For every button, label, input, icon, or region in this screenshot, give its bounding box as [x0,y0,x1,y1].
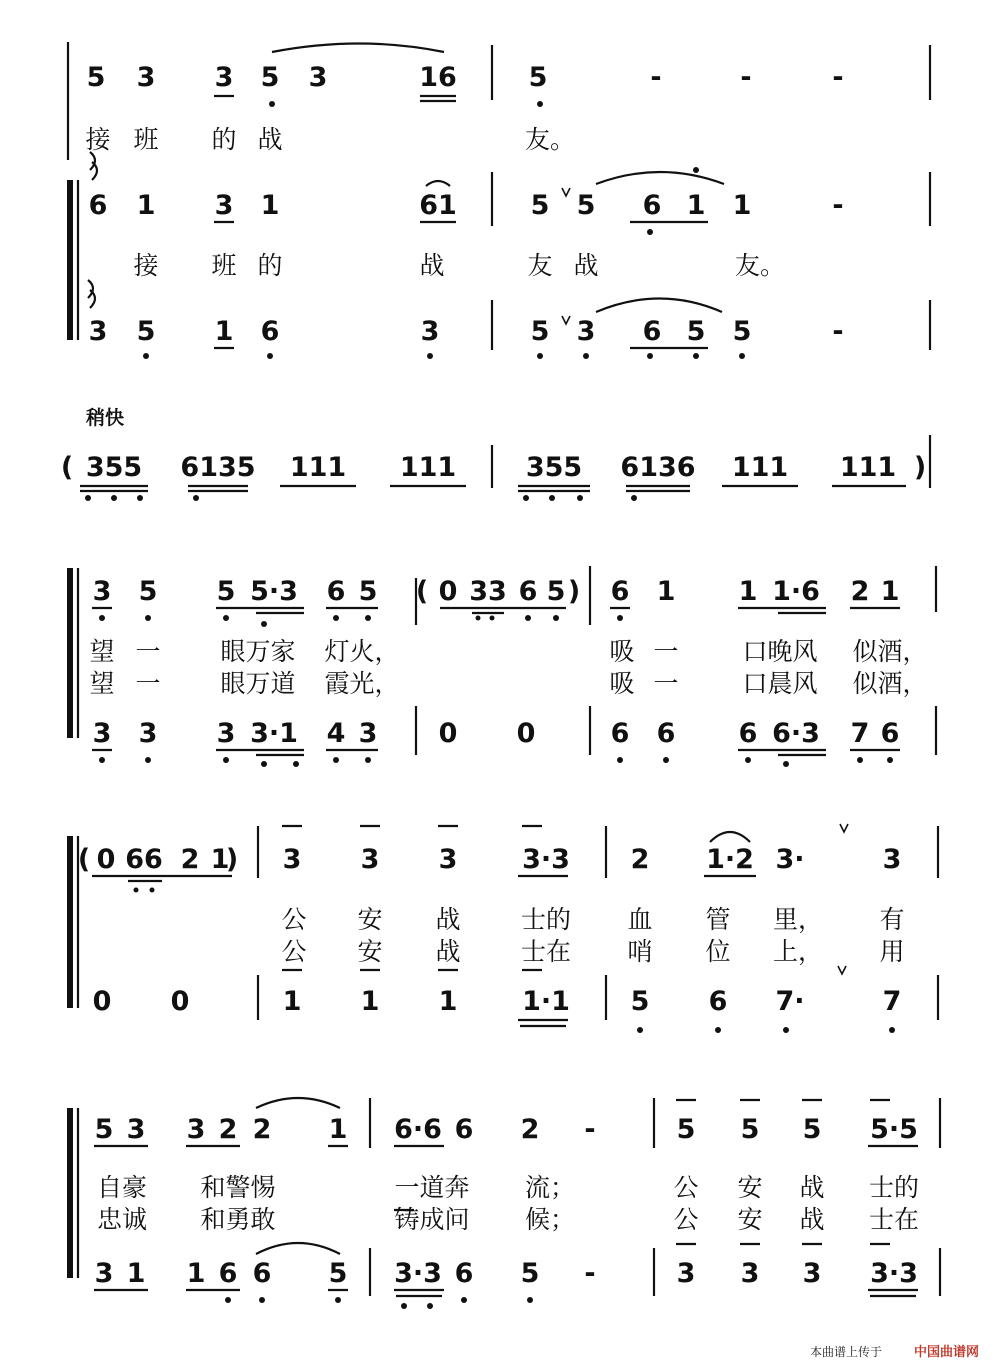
note-token: 6 [252,1258,272,1289]
note-token: - [832,190,844,221]
note-token: 3 [214,62,234,93]
lyric-token: 安 [357,905,383,934]
note-token: 5 [94,1114,114,1145]
note-token: 3·3 [522,844,570,875]
note-token: 5 [630,986,650,1017]
lyric-token: 战 [573,251,599,280]
lyric-token: 公 [673,1173,699,1202]
note-token: 0 [92,986,112,1017]
note-token: 6136 [620,452,696,483]
note-token: 1 [686,190,706,221]
note-token: 3·3 [394,1258,442,1289]
lyric-token: 哨 [627,937,653,966]
note-token: 1 [214,316,234,347]
note-token: 5 [576,190,596,221]
note-token: - [584,1258,596,1289]
lyric-token: 灯火， [324,637,400,666]
note-token: 66 [125,844,163,875]
note-token: 3 [88,316,108,347]
note-token: 6 [88,190,108,221]
lyric-token: 吸 [609,637,635,666]
note-token: 6 [708,986,728,1017]
lyric-token: 友 [527,251,553,280]
note-token: 355 [525,452,583,483]
note-token: - [650,62,662,93]
note-token: 5 [138,576,158,607]
note-token: 3 [802,1258,822,1289]
lyric-token: 眼万家 [220,637,296,666]
note-token: 5 [732,316,752,347]
note-token: 1·1 [522,986,570,1017]
note-token: 1 [186,1258,206,1289]
note-token: 3 [216,718,236,749]
note-token: 5 [86,62,106,93]
note-token: 6 [218,1258,238,1289]
note-token: 5 [260,62,280,93]
score-text-layer [61,62,928,1289]
note-token: 3 [420,316,440,347]
note-token: 5 [528,62,548,93]
footer-site-logo: 中国曲谱网 [914,1345,980,1360]
note-token: - [832,316,844,347]
note-token: 5 [802,1114,822,1145]
note-token: 2 [520,1114,540,1145]
lyric-token: 流； [524,1173,576,1202]
note-token: ( [60,452,74,483]
note-token: 111 [839,452,897,483]
lyric-token: 公 [281,937,307,966]
octave-dots [85,101,895,1309]
note-token: 6 [518,576,538,607]
lyric-token: 有 [879,905,905,934]
lyric-token: 安 [357,937,383,966]
note-token: ) [567,576,581,607]
note-token: 0 [516,718,536,749]
lyric-token: 安 [737,1205,763,1234]
note-token: 1 [260,190,280,221]
note-token: 6 [610,576,630,607]
footer-watermark [810,1344,979,1360]
note-token: 6 [642,190,662,221]
note-token: 3 [186,1114,206,1145]
note-token: 3·1 [250,718,298,749]
note-token: 5 [686,316,706,347]
note-token: 5 [136,316,156,347]
note-token: 1 [738,576,758,607]
note-token: 3 [676,1258,696,1289]
note-token: 0 [96,844,116,875]
note-token: 1 [282,986,302,1017]
note-token: - [740,62,752,93]
lyric-token: 霞光， [324,669,400,698]
lyric-token: 公 [281,905,307,934]
note-token: 1 [126,1258,146,1289]
lyric-token: 战 [419,251,445,280]
lyric-token: 铸成问 [394,1205,470,1234]
note-token: - [584,1114,596,1145]
note-token: 5 [530,190,550,221]
lyric-token: 忠诚 [96,1205,148,1234]
note-token: 3 [576,316,596,347]
note-token: 7 [850,718,870,749]
lyric-token: 士在 [868,1205,920,1234]
lyric-token: 一 [135,637,161,666]
note-token: ) [913,452,927,483]
lyric-token: 位 [705,937,731,966]
note-token: 5·5 [870,1114,918,1145]
note-token: 6 [454,1258,474,1289]
note-token: 6 [610,718,630,749]
note-token: 1 [880,576,900,607]
lyric-token: 安 [737,1173,763,1202]
note-token: 3 [92,576,112,607]
note-token: 111 [731,452,789,483]
lyric-token: 友。 [524,125,576,154]
note-token: 3·3 [870,1258,918,1289]
lyric-token: 接 [85,125,111,154]
note-token: 1 [210,844,230,875]
note-token: 3 [94,1258,114,1289]
lyric-token: 自豪 [96,1173,148,1202]
note-token: 2 [180,844,200,875]
lyric-token: 管 [705,905,731,934]
note-token: 2 [850,576,870,607]
lyric-token: 口晨风 [742,669,818,698]
note-token: - [832,62,844,93]
lyric-token: 士的 [520,905,572,934]
note-token: 111 [289,452,347,483]
note-token: 3 [360,844,380,875]
lyric-token: 班 [211,251,237,280]
note-token: 5 [676,1114,696,1145]
note-token: 6 [454,1114,474,1145]
note-token: 5·3 [250,576,298,607]
note-token: 1·6 [772,576,820,607]
note-token: 1 [136,190,156,221]
note-token: 7· [775,986,805,1017]
lyric-token: 士在 [520,937,572,966]
note-token: 3 [92,718,112,749]
lyric-token: 上， [772,937,824,966]
note-token: ) [225,844,239,875]
note-token: 5 [216,576,236,607]
note-token: 6 [656,718,676,749]
note-token: ( [77,844,91,875]
note-token: 0 [438,576,458,607]
note-token: 355 [85,452,143,483]
note-token: 3 [882,844,902,875]
lyric-token: 友。 [734,251,786,280]
note-token: 2 [630,844,650,875]
note-token: 1·2 [706,844,754,875]
note-token: 5 [358,576,378,607]
lyric-token: 战 [435,937,461,966]
lyric-token: 血 [627,905,653,934]
lyric-token: 一 [653,637,679,666]
lyric-token: 似酒， [852,637,928,666]
note-token: 61 [419,190,457,221]
note-token: 5 [530,316,550,347]
lyric-token: 吸 [609,669,635,698]
note-token: 5 [328,1258,348,1289]
tempo-marking: 稍快 [86,407,125,429]
lyric-token: 战 [799,1205,825,1234]
lyric-token: 似酒， [852,669,928,698]
note-token: 6·6 [394,1114,442,1145]
note-token: 2 [218,1114,238,1145]
note-token: 6 [642,316,662,347]
note-token: 16 [419,62,457,93]
note-token: 3 [282,844,302,875]
note-token: 3 [138,718,158,749]
note-token: 3· [775,844,805,875]
note-token: 6·3 [772,718,820,749]
note-token: 6135 [180,452,256,483]
note-token: 1 [360,986,380,1017]
note-token: 111 [399,452,457,483]
lyric-token: 望 [89,669,115,698]
note-token: 6 [880,718,900,749]
lyric-token: 战 [435,905,461,934]
lyric-token: 接 [133,251,159,280]
lyric-token: 一道奔 [394,1173,470,1202]
note-token: 3 [358,718,378,749]
note-token: 7 [882,986,902,1017]
note-token: 3 [214,190,234,221]
lyric-token: 候； [524,1205,576,1234]
note-token: 1 [656,576,676,607]
note-token: 1 [732,190,752,221]
lyric-token: 班 [133,125,159,154]
note-token: ( [415,576,429,607]
lyric-token: 士的 [868,1173,920,1202]
note-token: 2 [252,1114,272,1145]
note-token: 5 [740,1114,760,1145]
note-token: 3 [740,1258,760,1289]
note-token: 5 [520,1258,540,1289]
note-token: 3 [308,62,328,93]
note-token: 3 [136,62,156,93]
note-token: 5 [546,576,566,607]
note-token: 6 [260,316,280,347]
lyric-token: 口晚风 [742,637,818,666]
lyric-token: 战 [799,1173,825,1202]
note-token: 3 [438,844,458,875]
lyric-token: 望 [89,637,115,666]
lyric-token: 和警惕 [200,1173,276,1202]
note-token: 6 [326,576,346,607]
lyric-token: 和勇敢 [200,1205,276,1234]
note-token: 1 [328,1114,348,1145]
note-token: 0 [438,718,458,749]
lyric-token: 一 [135,669,161,698]
lyric-token: 战 [257,125,283,154]
note-token: 6 [738,718,758,749]
lyric-token: 里， [772,905,824,934]
lyric-token: 眼万道 [220,669,296,698]
note-token: 33 [469,576,507,607]
note-token: 0 [170,986,190,1017]
lyric-token: 的 [211,125,237,154]
note-token: 3 [126,1114,146,1145]
note-token: 1 [438,986,458,1017]
footer-upload-text: 本曲谱上传于 [810,1345,883,1359]
note-token: 4 [326,718,346,749]
lyric-token: 用 [879,937,905,966]
lyric-token: 一 [653,669,679,698]
lyric-token: 公 [673,1205,699,1234]
lyric-token: 的 [257,251,283,280]
